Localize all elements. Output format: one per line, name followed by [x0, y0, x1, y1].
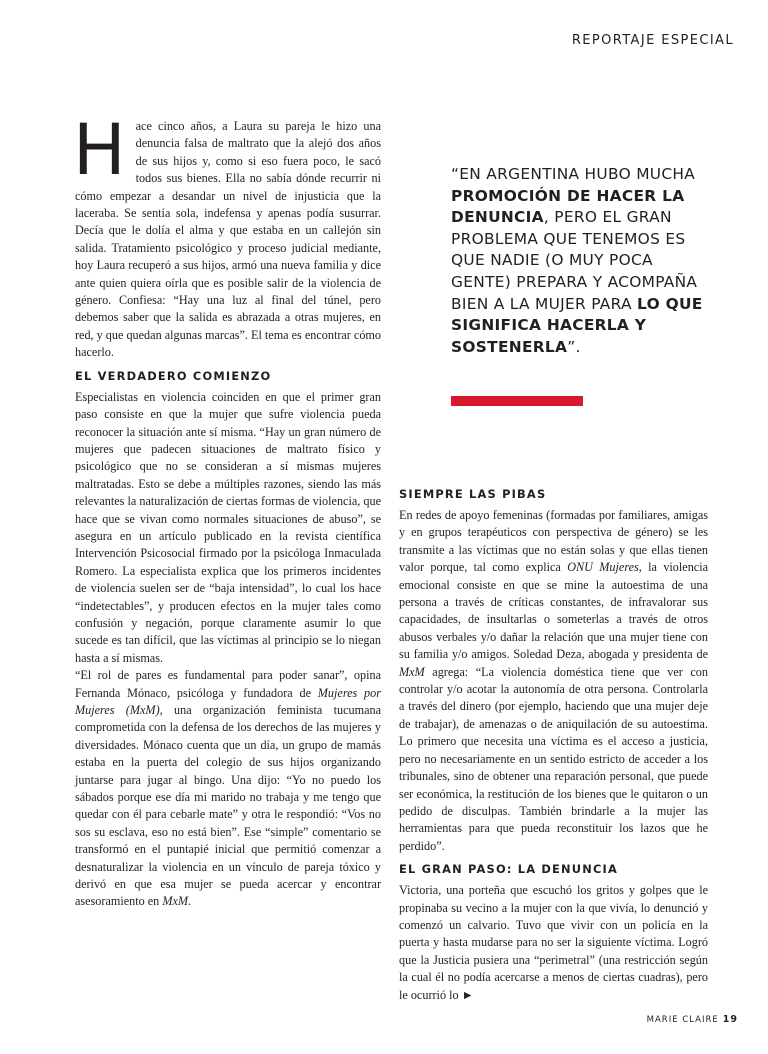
- section-header: REPORTAJE ESPECIAL: [571, 33, 734, 48]
- text-run: una organización feminista tucumana comprometida con la defensa de los derechos de las mujeres y diversidades. Mónaco cuenta que un día, un grupo de mamás estaba en la puerta del colegio de sus hijos organizando juntarse para jugar al bingo. Una dijo: “Yo no puedo los sábados porque ese día mi marido no trabaja y me tengo que quedar con él para cebarle mate” y otra le respondió: “Vos no sos su esclava, eso no está bien”. Ese “simple” comentario se transformó en el puntapié inicial que permitió comenzar a desnaturalizar la violencia en un vínculo de pareja tóxico y derivó en que esa mujer se pueda acercar y encontrar asesoramiento en: [75, 703, 381, 909]
- text-run: agrega: “La violencia doméstica tiene que ver con controlar y/o acotar la autonomía de otra persona. Controlarla a través del dinero (por ejemplo, haciendo que una mujer deje de trabajar), de amenazas o de aniquilación de su autoestima. Lo primero que necesita una víctima es el acceso a justicia, pero no necesariamente en un sentido estricto de acceder a los tribunales, sino de obtener una reparación personal, que puede ser económica, la restitución de los bienes que le quitaron o un pedido de disculpas. También brindarle a la mujer las herramientas para que pueda reconstituir los lazos que he perdido”.: [399, 664, 708, 853]
- text-run: , la violencia emocional consiste en que se mine la autoestima de una persona a través de críticas constantes, de infravalorar sus capacidades, de insultarlas o someterlas a través de otros abusos verbales y/o dañar la relación que una mujer tiene con su familia y/o amigos. Soledad Deza, abogada y presidenta de: [399, 560, 708, 662]
- heading-verdadero-comienzo: EL VERDADERO COMIENZO: [75, 368, 272, 383]
- org-name: ONU Mujeres: [567, 560, 639, 575]
- text-run: En redes de apoyo femeninas (formadas por familiares, amigas y en grupos terapéuticos con perspectiva de género) se les transmite a las víctimas que no están solas y que ellas tienen valor porque, tal como explica: [399, 508, 708, 575]
- drop-cap: H: [73, 109, 126, 191]
- org-name: Mujeres por Mujeres (MxM),: [75, 685, 381, 717]
- quote-bold: LO QUE SIGNIFICA HACERLA Y SOSTENERLA: [451, 294, 703, 356]
- heading-siempre-las-pibas: SIEMPRE LAS PIBAS: [399, 487, 547, 501]
- text-run: .: [188, 894, 192, 909]
- comienzo-paragraph-1: Especialistas en violencia coinciden en que el primer gran paso consiste en que la mujer que sufre violencia pueda reconocer la situación ante sí misma. “Hay un gran número de mujeres que padecen situaciones de maltrato físico y psicológico que no se consideran a sí mismas mujeres maltratadas. Esto se debe a múltiples razones, siendo las más relevantes la naturalización de ciertas formas de violencia, que hace que se vivan como normales situaciones de abuso”, se asegura en un artículo publicado en la revista científica Intervención Psicosocial firmado por la psicóloga Inmaculada Romero. La especialista explica que los primeros incidentes de violencia suelen ser de “baja intensidad”, lo cual los hace “indetectables”, y producen efectos en la mujer tales como confusión y negación, porque claramente asumir lo que sucede es tan difícil, que las víctimas al principio se lo niegan hasta a sí mismas.: [75, 389, 381, 665]
- intro-text: ace cinco años, a Laura su pareja le hizo una denuncia falsa de maltrato que la alejó dos años de sus hijos y, como si eso fuera poco, le sacó todos sus bienes. Ella no sabía dónde recurrir ni cómo empezar a desandar un nivel de injusticia que la laceraba. Se sentía sola, indefensa y apenas podía susurrar. Decía que le dolía el alma y que estaba en un callejón sin salida. Tratamiento psicológico y proceso judicial mediante, hoy Laura recuperó a sus hijos, armó una nueva familia y dice ante quien quiera oírla que es posible salir de la violencia de género. Confiesa: “Hay una luz al final del túnel, pero debemos saber que la salida es abrazada a otras mujeres, en red, y que quedan algunas marcas”. El tema es encontrar cómo hacerlo.: [75, 119, 381, 360]
- text-run: “El rol de pares es fundamental para poder sanar”, opina Fernanda Mónaco, psicóloga y fundadora de: [75, 668, 381, 700]
- comienzo-paragraph-2: [75, 667, 381, 911]
- quote-accent-bar: [451, 396, 583, 406]
- page-number: 19: [722, 1014, 738, 1025]
- heading-el-gran-paso: EL GRAN PASO: LA DENUNCIA: [399, 862, 618, 877]
- right-column: [399, 487, 708, 1004]
- org-abbrev: MxM: [399, 664, 425, 679]
- left-column: [73, 109, 381, 911]
- quote-bold: PROMOCIÓN DE HACER LA DENUNCIA: [451, 186, 685, 227]
- quote-text: “EN ARGENTINA HUBO MUCHA: [451, 165, 696, 183]
- intro-paragraph: [73, 109, 381, 362]
- quote-text: ”.: [567, 337, 581, 356]
- magazine-name: MARIE CLAIRE: [646, 1015, 719, 1025]
- pibas-paragraph: [399, 507, 708, 855]
- quote-text: , PERO EL GRAN PROBLEMA QUE TENEMOS ES QUE NADIE (O MUY POCA GENTE) PREPARA Y ACOMPAÑA BIEN A LA MUJER PARA: [451, 208, 698, 313]
- pull-quote: [451, 164, 716, 358]
- gran-paso-paragraph: Victoria, una porteña que escuchó los gritos y golpes que le propinaba su vecino a la mujer con la que vivía, lo denunció y comenzó un calvario. Tuvo que vivir con un policía en la puerta y hasta mudarse para no ser la siguiente víctima. Logró que la Justicia pusiera una “perimetral” (una restricción según la cual él no podía acercarse a menos de ciertas cuadras), pero le ocurrió lo ►: [399, 883, 708, 1002]
- org-abbrev: MxM: [162, 894, 189, 909]
- page-footer: [647, 1014, 738, 1025]
